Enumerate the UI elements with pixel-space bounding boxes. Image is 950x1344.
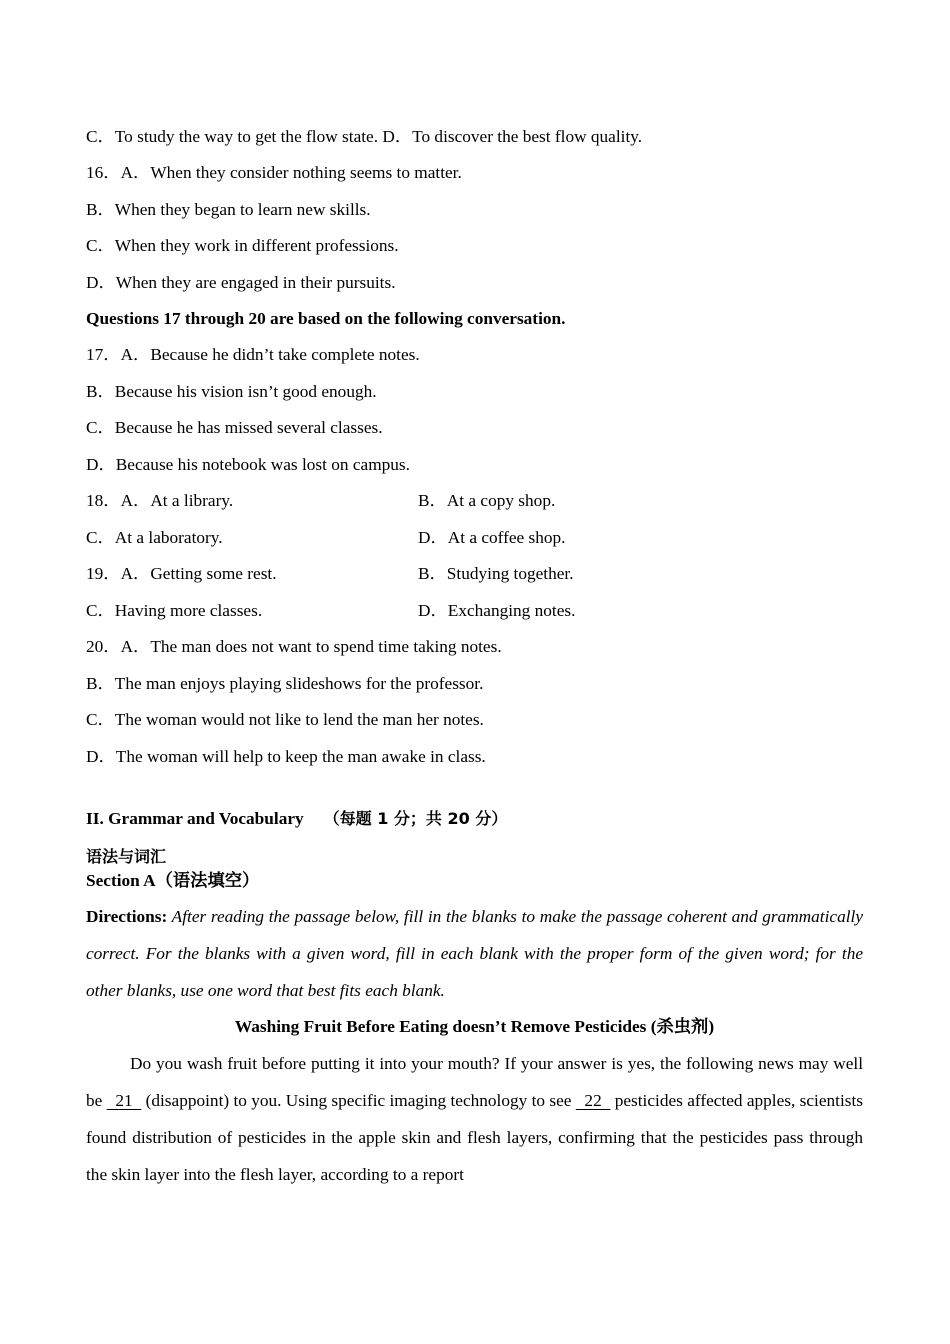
- section-2-title: II. Grammar and Vocabulary: [86, 809, 304, 828]
- directions: [86, 898, 863, 1009]
- q17-option-a: 17．A．Because he didn’t take complete notes.: [86, 345, 420, 364]
- passage-text-1: Do you wash fruit before putting it into your mouth? If your answer is yes, the following news may well be: [86, 1054, 863, 1110]
- section-2-subtitle-cn: 语法与词汇: [86, 847, 167, 866]
- q20-option-b: B．The man enjoys playing slideshows for the professor.: [86, 674, 484, 693]
- q16-option-b: B．When they began to learn new skills.: [86, 200, 371, 219]
- q16-option-d: D．When they are engaged in their pursuits.: [86, 273, 396, 292]
- q20-option-d: D．The woman will help to keep the man awake in class.: [86, 747, 486, 766]
- section-2-points: （每题 1 分；共 20 分）: [323, 809, 508, 828]
- q17-option-d: D．Because his notebook was lost on campus.: [86, 455, 410, 474]
- directions-text: After reading the passage below, fill in the blanks to make the passage coherent and grammatically correct. For the blanks with a given word, fill in each blank with the proper form of the given word; for the other blanks, use one word that best fits each blank.: [86, 907, 863, 1000]
- q19-option-d: D．Exchanging notes.: [418, 601, 576, 620]
- q18-option-d: D．At a coffee shop.: [418, 528, 566, 547]
- q16-option-a: 16．A．When they consider nothing seems to matter.: [86, 163, 462, 182]
- q18-option-c: C．At a laboratory.: [86, 528, 223, 547]
- passage-text-3: pesticides affected apples, scientists found distribution of pesticides in the apple skin and flesh layers, confirming that the pesticides pass through the skin layer into the flesh layer, according to a report: [86, 1091, 864, 1184]
- q20-option-c: C．The woman would not like to lend the man her notes.: [86, 710, 484, 729]
- directions-label: Directions:: [86, 907, 168, 926]
- q19-option-b: B．Studying together.: [418, 564, 574, 583]
- passage-title: Washing Fruit Before Eating doesn’t Remove Pesticides (杀虫剂): [234, 1017, 715, 1036]
- q20-option-a: 20．A．The man does not want to spend time taking notes.: [86, 637, 502, 656]
- q19-option-c: C．Having more classes.: [86, 601, 263, 620]
- q17-option-c: C．Because he has missed several classes.: [86, 418, 383, 437]
- conversation-heading: Questions 17 through 20 are based on the following conversation.: [86, 309, 566, 328]
- q15-options-cd: C．To study the way to get the flow state. D．To discover the best flow quality.: [86, 127, 643, 146]
- passage-text-2: (disappoint) to you. Using specific imaging technology to see: [141, 1091, 576, 1110]
- blank-22: 22: [575, 1091, 611, 1110]
- q17-option-b: B．Because his vision isn’t good enough.: [86, 382, 377, 401]
- q18-option-a: 18．A．At a library.: [86, 491, 234, 510]
- section-2-heading: [86, 808, 507, 830]
- q19-option-a: 19．A．Getting some rest.: [86, 564, 277, 583]
- q18-option-b: B．At a copy shop.: [418, 491, 556, 510]
- section-a-heading: Section A（语法填空）: [86, 871, 260, 890]
- q16-option-c: C．When they work in different professions.: [86, 236, 399, 255]
- blank-21: 21: [106, 1091, 142, 1110]
- passage-paragraph: [86, 1045, 863, 1193]
